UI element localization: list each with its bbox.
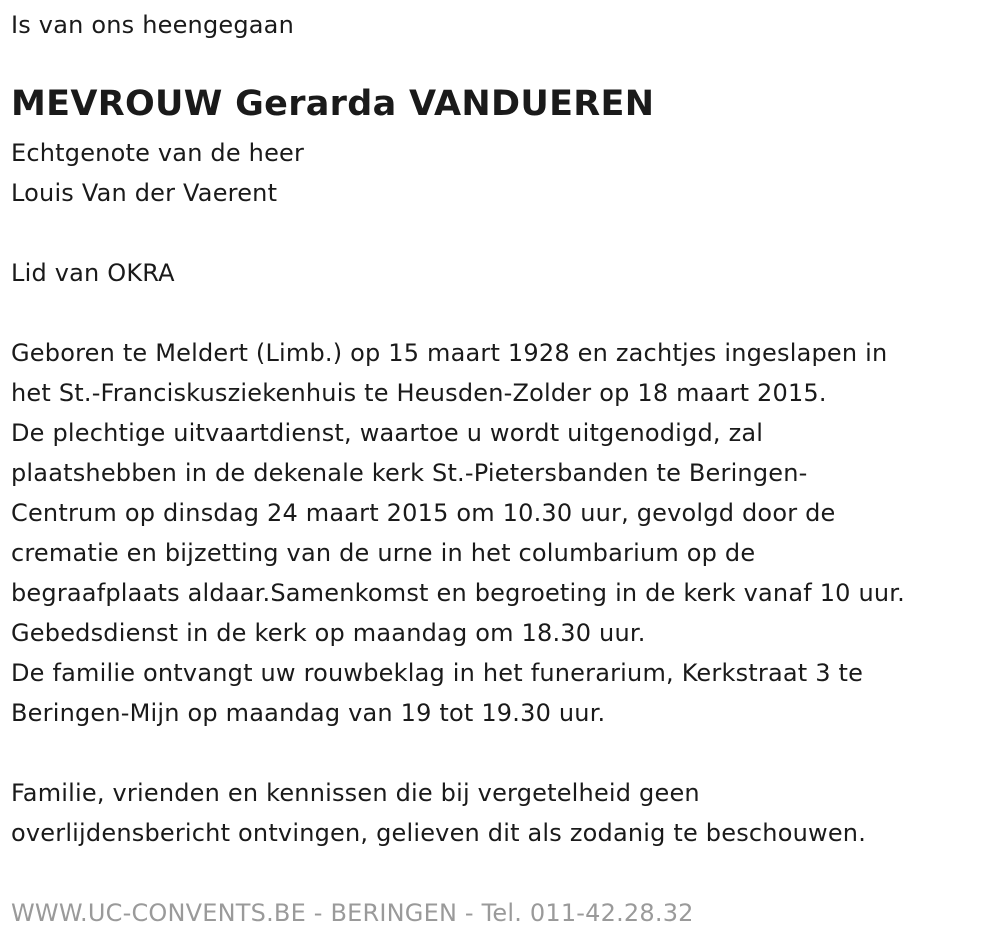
body-line: Geboren te Meldert (Limb.) op 15 maart 1928 en zachtjes ingeslapen in: [11, 339, 888, 367]
deceased-name: MEVROUW Gerarda VANDUEREN: [11, 84, 655, 124]
funeral-details: [11, 333, 905, 733]
body-line: Centrum op dinsdag 24 maart 2015 om 10.30 uur, gevolgd door de: [11, 499, 836, 527]
body-line: plaatshebben in de dekenale kerk St.-Pietersbanden te Beringen-: [11, 459, 808, 487]
closing-line: overlijdensbericht ontvingen, gelieven dit als zodanig te beschouwen.: [11, 819, 867, 847]
spouse-line: Echtgenote van de heer: [11, 139, 305, 167]
body-line: Beringen-Mijn op maandag van 19 tot 19.30 uur.: [11, 699, 606, 727]
body-line: crematie en bijzetting van de urne in het columbarium op de: [11, 539, 756, 567]
spouse-line: Louis Van der Vaerent: [11, 179, 278, 207]
membership-block: [11, 253, 175, 293]
body-line: het St.-Franciskusziekenhuis te Heusden-Zolder op 18 maart 2015.: [11, 379, 827, 407]
closing-note: [11, 773, 866, 853]
body-line: De plechtige uitvaartdienst, waartoe u wordt uitgenodigd, zal: [11, 419, 764, 447]
footer-contact: WWW.UC-CONVENTS.BE - BERINGEN - Tel. 011-42.28.32: [11, 899, 694, 927]
body-line: De familie ontvangt uw rouwbeklag in het funerarium, Kerkstraat 3 te: [11, 659, 864, 687]
membership-text: Lid van OKRA: [11, 259, 175, 287]
body-line: Gebedsdienst in de kerk op maandag om 18.30 uur.: [11, 619, 646, 647]
body-line: begraafplaats aldaar.Samenkomst en begroeting in de kerk vanaf 10 uur.: [11, 579, 905, 607]
spouse-block: [11, 133, 304, 213]
intro-text: Is van ons heengegaan: [11, 11, 295, 39]
closing-line: Familie, vrienden en kennissen die bij vergetelheid geen: [11, 779, 700, 807]
